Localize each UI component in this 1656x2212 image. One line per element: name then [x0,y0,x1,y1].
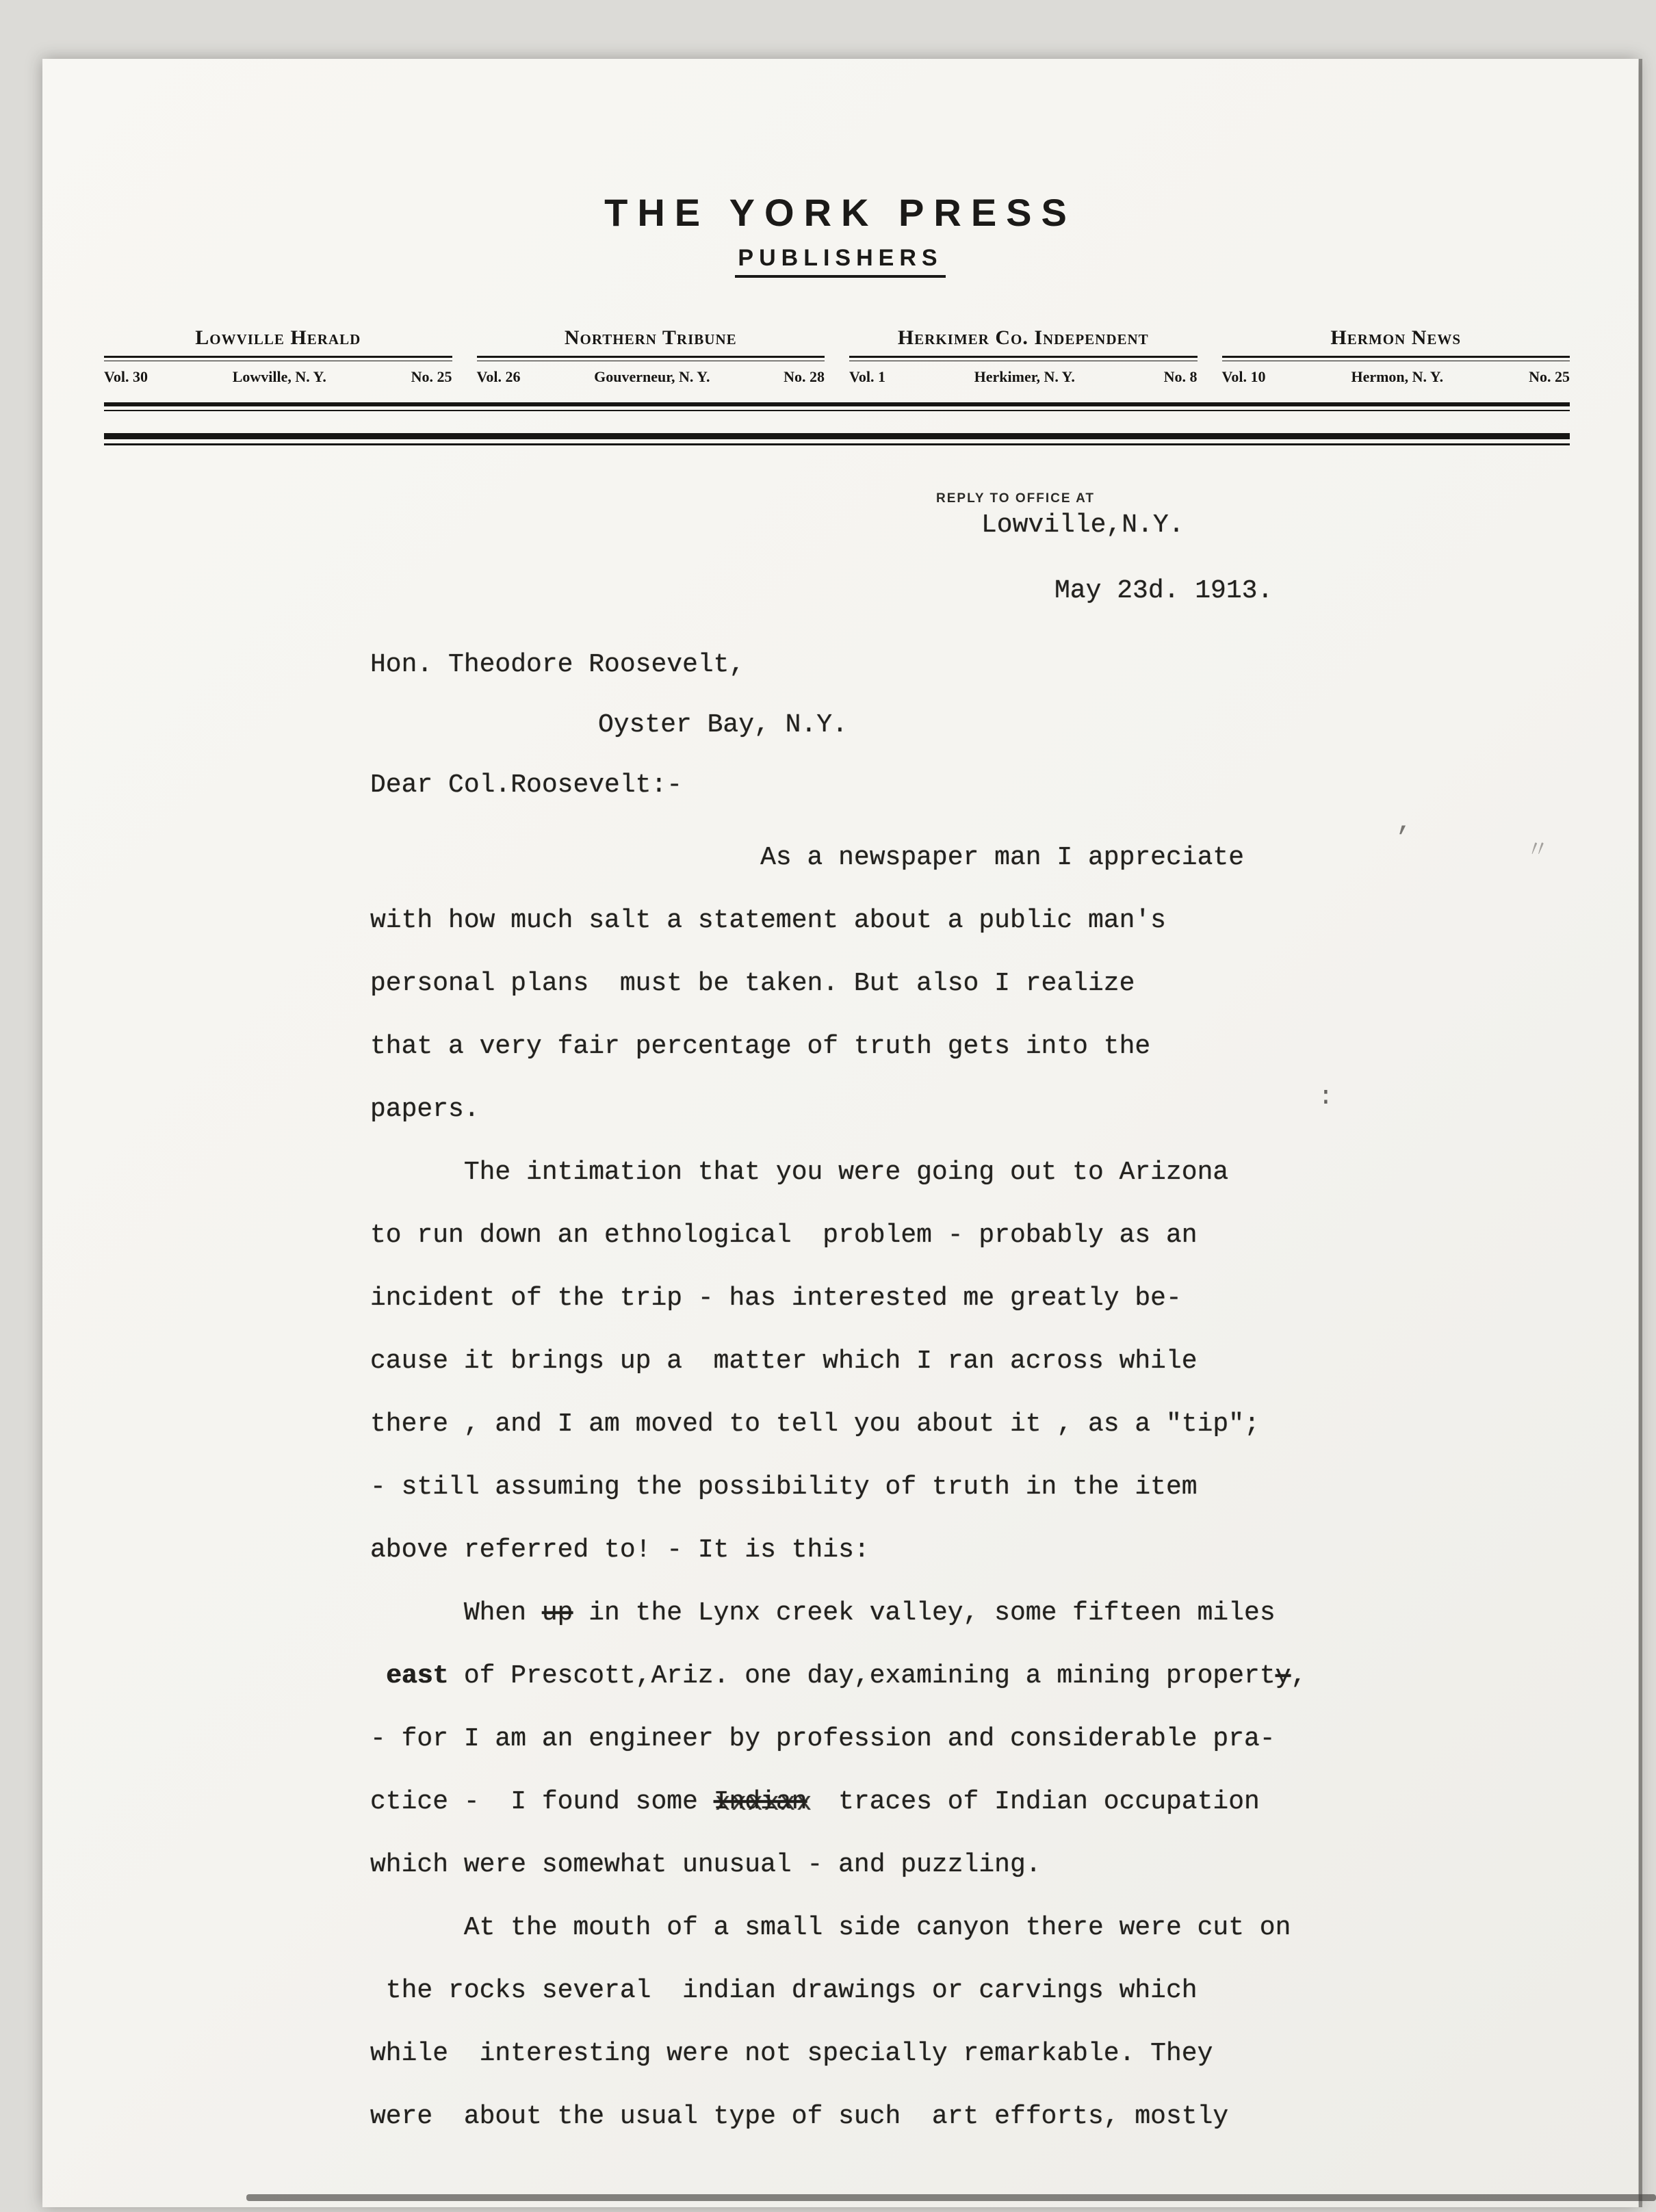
masthead-rule-upper [104,402,1570,411]
typewritten-text: which were somewhat unusual - and puzzling. [370,1850,1042,1879]
paper-name-rule [1222,356,1570,361]
typewritten-text: traces of Indian occupation [807,1787,1260,1817]
paper-place: Gouverneur, N. Y. [594,368,710,385]
letter-line [370,1519,1306,1582]
paper-place: Hermon, N. Y. [1351,368,1444,385]
typewritten-text: - still assuming the possibility of truth in the item [370,1472,1198,1502]
masthead-rule-lower [104,433,1570,445]
letter-line [370,1078,1306,1141]
paper-volume-row [1222,368,1570,386]
letter-line [370,2085,1306,2148]
struck-text: Indian xxxxxx [714,1771,807,1834]
typewritten-text: with how much salt a statement about a public man's [370,906,1166,935]
typewritten-text: that a very fair percentage of truth gets into the [370,1032,1151,1061]
paper-name: Hermon News [1330,326,1462,349]
paper-number: No. 28 [784,368,825,385]
paper-volume: Vol. 10 [1221,368,1266,385]
scan-artifact: 〃 [1526,839,1549,865]
paper-volume: Vol. 26 [476,368,521,385]
typewritten-text: At the mouth of a small side canyon there were cut on [370,1913,1291,1942]
typewritten-text: incident of the trip - has interested me greatly be- [370,1284,1182,1313]
typewritten-text: in the Lynx creek valley, some fifteen miles [573,1598,1276,1628]
scan-edge-right [1639,59,1642,2207]
paper-volume-row [849,368,1198,386]
masthead-paper [1222,326,1570,386]
letter-line [370,1582,1306,1645]
reply-city: Lowville,N.Y. [981,510,1185,540]
recipient-address: Oyster Bay, N.Y. [598,710,848,740]
letter-paper [42,59,1638,2207]
typewritten-text: above referred to! - It is this: [370,1535,870,1565]
paper-name: Northern Tribune [564,326,737,349]
typewritten-text: When [370,1598,542,1628]
paper-volume-row [104,368,452,386]
salutation: Dear Col.Roosevelt:- [370,770,683,800]
typewritten-text: there , and I am moved to tell you about it , as a "tip"; [370,1409,1260,1439]
letter-line [370,1393,1306,1456]
typewritten-text: cause it brings up a matter which I ran across while [370,1346,1198,1376]
typewritten-text: - for I am an engineer by profession and considerable pra- [370,1724,1276,1754]
letter-line [370,1771,1306,1834]
letter-date: May 23d. 1913. [1055,576,1273,606]
letter-line [370,1897,1306,1960]
paper-number: No. 25 [1529,368,1570,385]
overstruck-bold-text: east [385,1661,449,1691]
typewritten-text: The intimation that you were going out to Arizona [370,1158,1229,1187]
paper-name: Herkimer Co. Independent [897,326,1149,349]
letter-line [370,1015,1306,1078]
struck-text: y [1275,1661,1291,1691]
paper-number: No. 25 [411,368,452,385]
typewritten-text: the rocks several indian drawings or carvings which [370,1976,1198,2005]
letterhead-subtitle: PUBLISHERS [735,245,945,278]
letter-line [370,1960,1306,2022]
letter-line [370,827,1306,889]
letter-line [370,1267,1306,1330]
masthead-paper [477,326,825,386]
typewritten-text: personal plans must be taken. But also I realize [370,969,1135,998]
masthead-paper [104,326,452,386]
letter-line [370,2022,1306,2085]
paper-name-rule [849,356,1198,361]
letter-line [370,1330,1306,1393]
typewritten-text: of Prescott,Ariz. one day,examining a mining propert [448,1661,1276,1691]
scan-edge-bottom [246,2194,1656,2201]
letter-body [370,827,1306,2148]
typewritten-text: As a newspaper man I appreciate [370,843,1245,872]
letter-line [370,1456,1306,1519]
letter-line [370,1834,1306,1897]
paper-volume-row [477,368,825,386]
letter-line [370,1204,1306,1267]
letter-line [370,952,1306,1015]
letterhead-subtitle-wrap [42,245,1638,278]
paper-name: Lowville Herald [195,326,361,349]
reply-to-office-label: REPLY TO OFFICE AT [936,491,1096,506]
paper-volume: Vol. 30 [104,368,148,385]
letterhead-title: THE YORK PRESS [604,191,1076,234]
letter-line [370,1708,1306,1771]
paper-place: Lowville, N. Y. [232,368,326,385]
paper-volume: Vol. 1 [849,368,885,385]
typewritten-text: were about the usual type of such art efforts, mostly [370,2102,1229,2131]
letter-line [370,1645,1306,1708]
paper-number: No. 8 [1163,368,1198,385]
typewritten-text: ctice - I found some [370,1787,714,1817]
typewritten-text: while interesting were not specially remarkable. They [370,2039,1213,2068]
typewritten-text [370,1661,386,1691]
scan-artifact: ’ [1394,822,1412,855]
letter-line [370,1141,1306,1204]
typewritten-text: papers. [370,1095,480,1124]
recipient-name: Hon. Theodore Roosevelt, [370,650,745,679]
typewritten-text: , [1291,1661,1307,1691]
paper-name-rule [104,356,452,361]
paper-name-rule [477,356,825,361]
struck-text: up [541,1598,573,1628]
masthead [104,326,1570,386]
masthead-paper [849,326,1198,386]
paper-place: Herkimer, N. Y. [974,368,1075,385]
letter-line [370,889,1306,952]
scan-artifact: : [1318,1082,1334,1112]
typewritten-text: to run down an ethnological problem - probably as an [370,1221,1198,1250]
